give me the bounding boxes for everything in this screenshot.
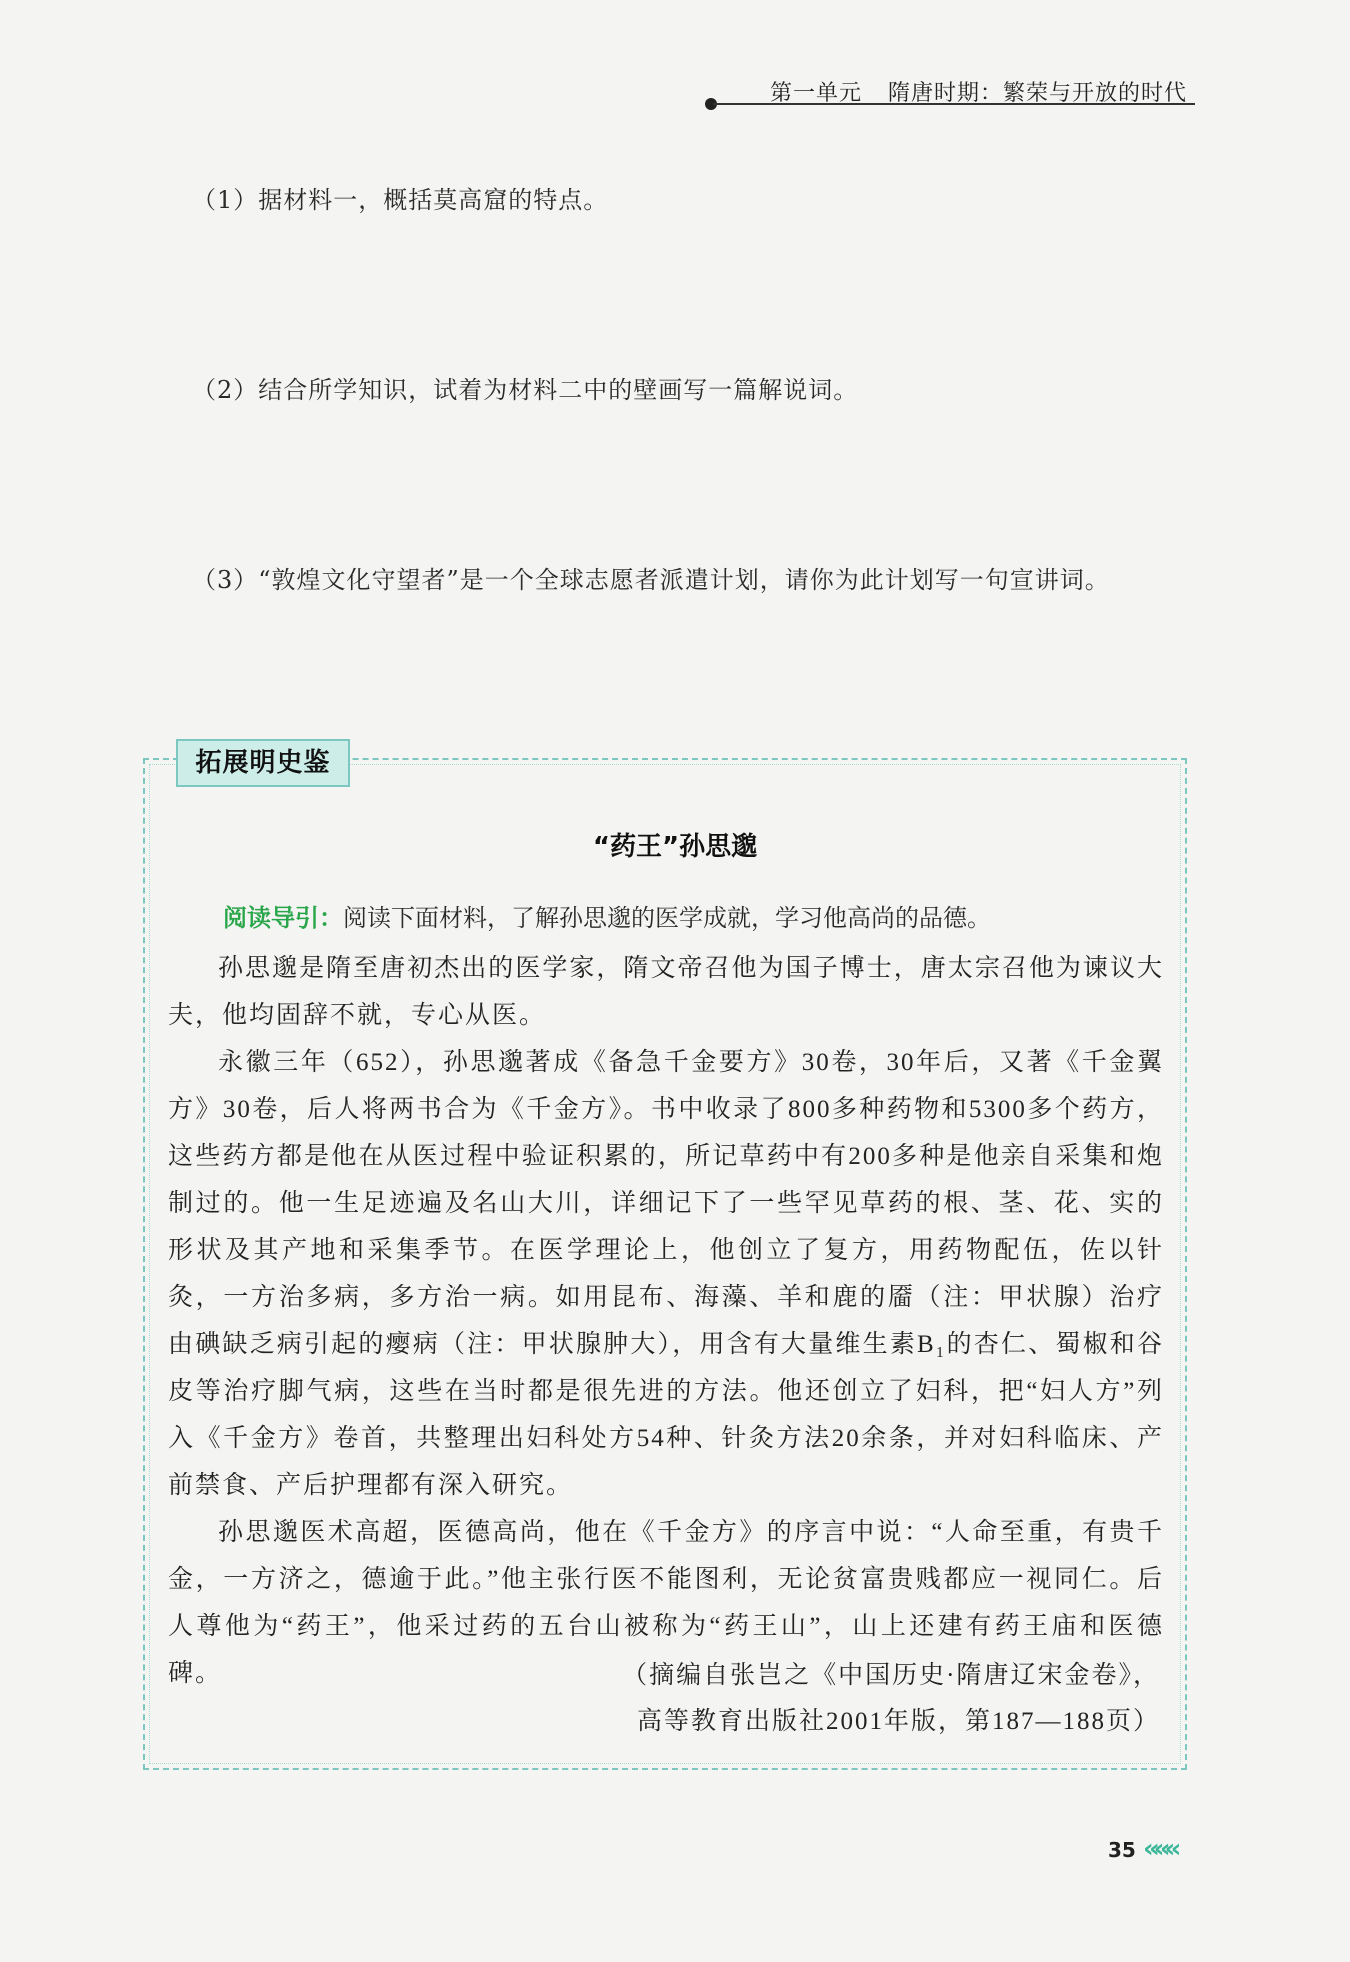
source-line-1: （摘编自张岂之《中国历史·隋唐辽宋金卷》， bbox=[622, 1662, 1160, 1689]
header-unit: 第一单元 bbox=[769, 81, 862, 106]
article-paragraph: 孙思邈是隋至唐初杰出的医学家，隋文帝召他为国子博士，唐太宗召他为谏议大夫，他均固辞不就，专心从医。 bbox=[168, 955, 1164, 1029]
reading-guide-text: 阅读下面材料，了解孙思邈的医学成就，学习他高尚的品德。 bbox=[343, 904, 991, 932]
question-3: （3）“敦煌文化守望者”是一个全球志愿者派遣计划，请你为此计划写一句宣讲词。 bbox=[192, 566, 1110, 594]
chevrons-left-icon: ««« bbox=[1143, 1834, 1176, 1864]
page-number: 35 bbox=[1108, 1838, 1136, 1862]
header-text bbox=[770, 76, 1187, 107]
article-paragraph: 孙思邈医术高超，医德高尚，他在《千金方》的序言中说：“人命至重，有贵千金，一方济之，德逾于此。”他主张行医不能图利，无论贫富贵贱都应一视同仁。后人尊他为“药王”，他采过药的五台山被称为“药王山”，山上还建有药王庙和医德碑。 bbox=[168, 1519, 1164, 1687]
question-1: （1）据材料一，概括莫高窟的特点。 bbox=[192, 186, 609, 214]
header-topic: 隋唐时期：繁荣与开放的时代 bbox=[887, 81, 1187, 106]
article-title: “药王”孙思邈 bbox=[592, 832, 758, 862]
article-paragraph: 永徽三年（652），孙思邈著成《备急千金要方》30卷，30年后，又著《千金翼方》30卷，后人将两书合为《千金方》。书中收录了800多种药物和5300多个药方，这些药方都是他在从医过程中验证积累的，所记草药中有200多种是他亲自采集和炮制过的。他一生足迹遍及名山大川，详细记下了一些罕见草药的根、茎、花、实的形状及其产地和采集季节。在医学理论上，他创立了复方，用药物配伍，佐以针灸，一方治多病，多方治一病。如用昆布、海藻、羊和鹿的靥（注：甲状腺）治疗由碘缺乏病引起的瘿病（注：甲状腺肿大），用含有大量维生素B₁的杏仁、蜀椒和谷皮等治疗脚气病，这些在当时都是很先进的方法。他还创立了妇科，把“妇人方”列入《千金方》卷首，共整理出妇科处方54种、针灸方法20余条，并对妇科临床、产前禁食、产后护理都有深入研究。 bbox=[168, 1049, 1164, 1499]
reading-guide-label: 阅读导引： bbox=[223, 904, 343, 932]
reading-guide bbox=[223, 898, 991, 933]
section-tag: 拓展明史鉴 bbox=[176, 739, 350, 787]
question-2: （2）结合所学知识，试着为材料二中的壁画写一篇解说词。 bbox=[192, 376, 859, 404]
running-header bbox=[705, 76, 1195, 110]
source-line-2: 高等教育出版社2001年版，第187—188页） bbox=[636, 1708, 1160, 1735]
source-citation bbox=[622, 1653, 1160, 1745]
article-body bbox=[168, 945, 1164, 1697]
